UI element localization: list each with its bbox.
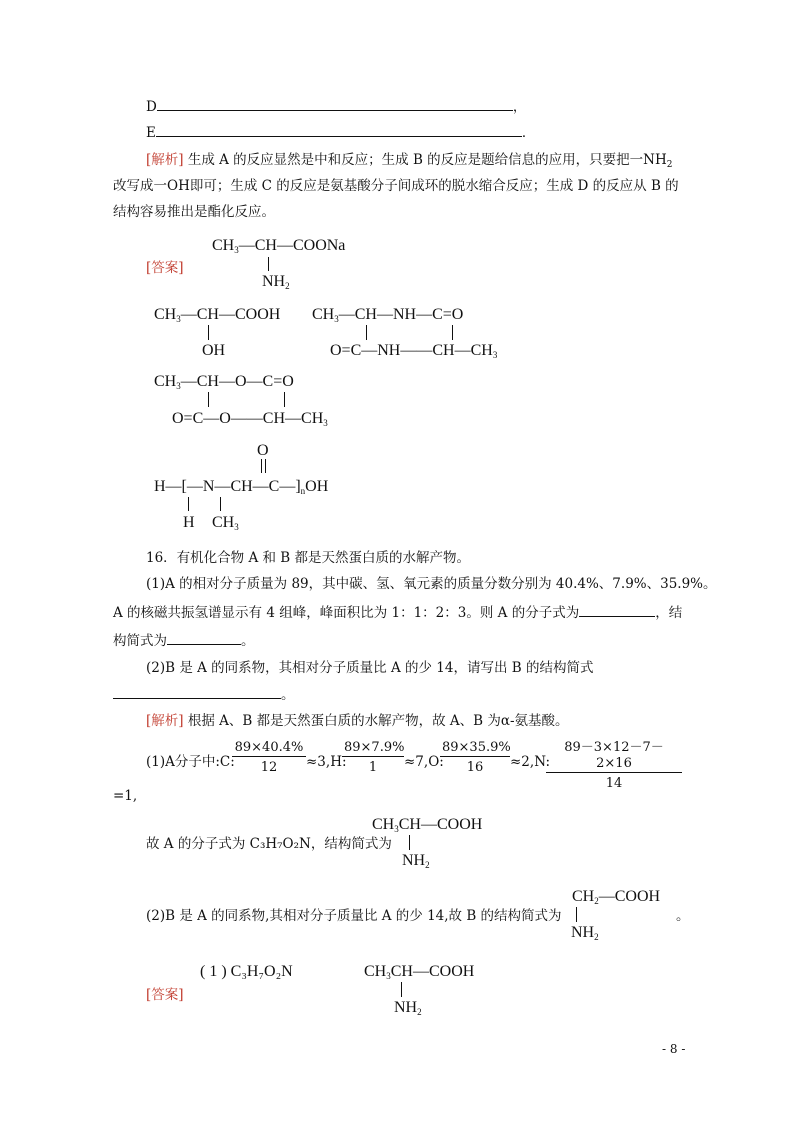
bond-line (220, 497, 221, 511)
structure-polymer: $H—[—N—CH—C—]_nOH$ (154, 478, 329, 496)
structure-glycine: $CH_2—COOH$ (572, 888, 661, 906)
q16-part2-end: 。 (676, 908, 690, 924)
line-d: D ， (146, 96, 526, 117)
answer-formula: ( 1 ) C₃H₇O₂N (200, 963, 293, 980)
q16-part2-line2: 。 (113, 684, 295, 705)
bond-line (409, 835, 410, 850)
answer-structure: $CH_3CH—COOH$ (364, 963, 475, 981)
carbonyl-oxygen: O (257, 442, 269, 459)
conclusion-a: 故 A 的分子式为 C₃H₇O₂N，结构简式为 (146, 836, 392, 852)
q15-analysis-line1: [解析] 生成 A 的反应显然是中和反应；生成 B 的反应是题给信息的应用，只要把一$NH_2$ (146, 152, 673, 170)
bond-line (208, 392, 209, 407)
structure-cyclic-amide-bottom: $O=C—NH——CH—CH_3$ (330, 342, 498, 360)
q16-part1-line3: 构简式为 。 (113, 630, 255, 651)
structure-sodium-salt: $CH_3—CH—COONa$ (212, 237, 346, 255)
answer-blank-structure[interactable] (167, 630, 241, 645)
page-number: - 8 - (662, 1042, 686, 1056)
substituent-nh2: $NH_2$ (571, 924, 599, 942)
formula-subscript: ₃ (259, 836, 266, 852)
answer-blank-e[interactable] (156, 122, 522, 137)
calc-carbon-result: ≈3,H: (306, 754, 347, 770)
q15-analysis-line3: 结构容易推出是酯化反应。 (113, 204, 275, 220)
double-bond (261, 459, 262, 473)
structure-alanine: $CH_3CH—COOH$ (372, 816, 483, 834)
calc-end: =1, (113, 788, 138, 804)
substituent-nh2: $NH_2$ (262, 273, 290, 291)
bond-line (576, 907, 577, 922)
bond-line (268, 257, 269, 271)
q16-part1-line1: (1)A 的相对分子质量为 89，其中碳、氢、氧元素的质量分数分别为 40.4%、7.9%、35.9%。 (146, 576, 717, 592)
fraction-oxygen: $\frac{89\times 35.9\%}{16}$ (442, 740, 511, 775)
substituent-ch3: $CH_3$ (212, 514, 239, 532)
substituent-h: H (183, 514, 195, 531)
bond-line (284, 392, 285, 407)
bond-line (401, 982, 402, 997)
q16-part1-line2: A 的核磁共振氢谱显示有 4 组峰，峰面积比为 1：1：2：3。则 A 的分子式为 ，结 (113, 602, 682, 623)
structure-hydroxy-acid: $CH_3—CH—COOH$ (154, 306, 281, 324)
analysis-tag: [解析] (146, 152, 184, 168)
structure-cyclic-amide-top: $CH_3—CH—NH—C=O$ (312, 306, 464, 324)
bond-line (452, 325, 453, 340)
q16-part2-analysis: (2)B 是 A 的同系物,其相对分子质量比 A 的少 14,故 B 的结构简式为 (146, 908, 562, 924)
substituent-oh: OH (202, 342, 226, 359)
q16-intro: 16．有机化合物 A 和 B 都是天然蛋白质的水解产物。 (146, 550, 471, 566)
structure-cyclic-ester-top: $CH_3—CH—O—C=O$ (154, 373, 294, 391)
calc-prefix: (1)A分子中:C: (146, 754, 235, 770)
double-bond (265, 459, 266, 473)
answer-blank-d[interactable] (157, 96, 513, 111)
substituent-nh2: $NH_2$ (394, 999, 422, 1017)
fraction-carbon: $\frac{89\times 40.4\%}{12}$ (232, 740, 306, 776)
answer-tag: [答案] (146, 260, 184, 276)
bond-line (366, 325, 367, 340)
calc-hydrogen-result: ≈7,O: (404, 754, 444, 770)
fraction-hydrogen: $\frac{89\times 7.9\%}{1}$ (344, 740, 405, 775)
answer-tag: [答案] (146, 987, 184, 1003)
analysis-tag: [解析] (146, 713, 184, 729)
answer-blank-b-structure[interactable] (113, 684, 281, 699)
line-e: E ． (146, 122, 535, 143)
bond-line (188, 497, 189, 511)
answer-blank-formula[interactable] (579, 602, 655, 617)
structure-cyclic-ester-bottom: $O=C—O——CH—CH_3$ (172, 410, 328, 428)
bond-line (208, 325, 209, 340)
substituent-nh2: $NH_2$ (402, 852, 430, 870)
q15-analysis-line2: 改写成一OH即可；生成 C 的反应是氨基酸分子间成环的脱水缩合反应；生成 D 的反应从 B 的 (113, 178, 679, 194)
fraction-nitrogen: $\frac{89-3\times 12-7-2\times 16}{14}$ (546, 740, 682, 792)
calc-oxygen-result: ≈2,N: (510, 754, 551, 770)
q16-analysis-intro: [解析] 根据 A、B 都是天然蛋白质的水解产物，故 A、B 为α-氨基酸。 (146, 713, 569, 729)
q16-part2-line1: (2)B 是 A 的同系物，其相对分子质量比 A 的少 14，请写出 B 的结构简式 (146, 660, 594, 676)
